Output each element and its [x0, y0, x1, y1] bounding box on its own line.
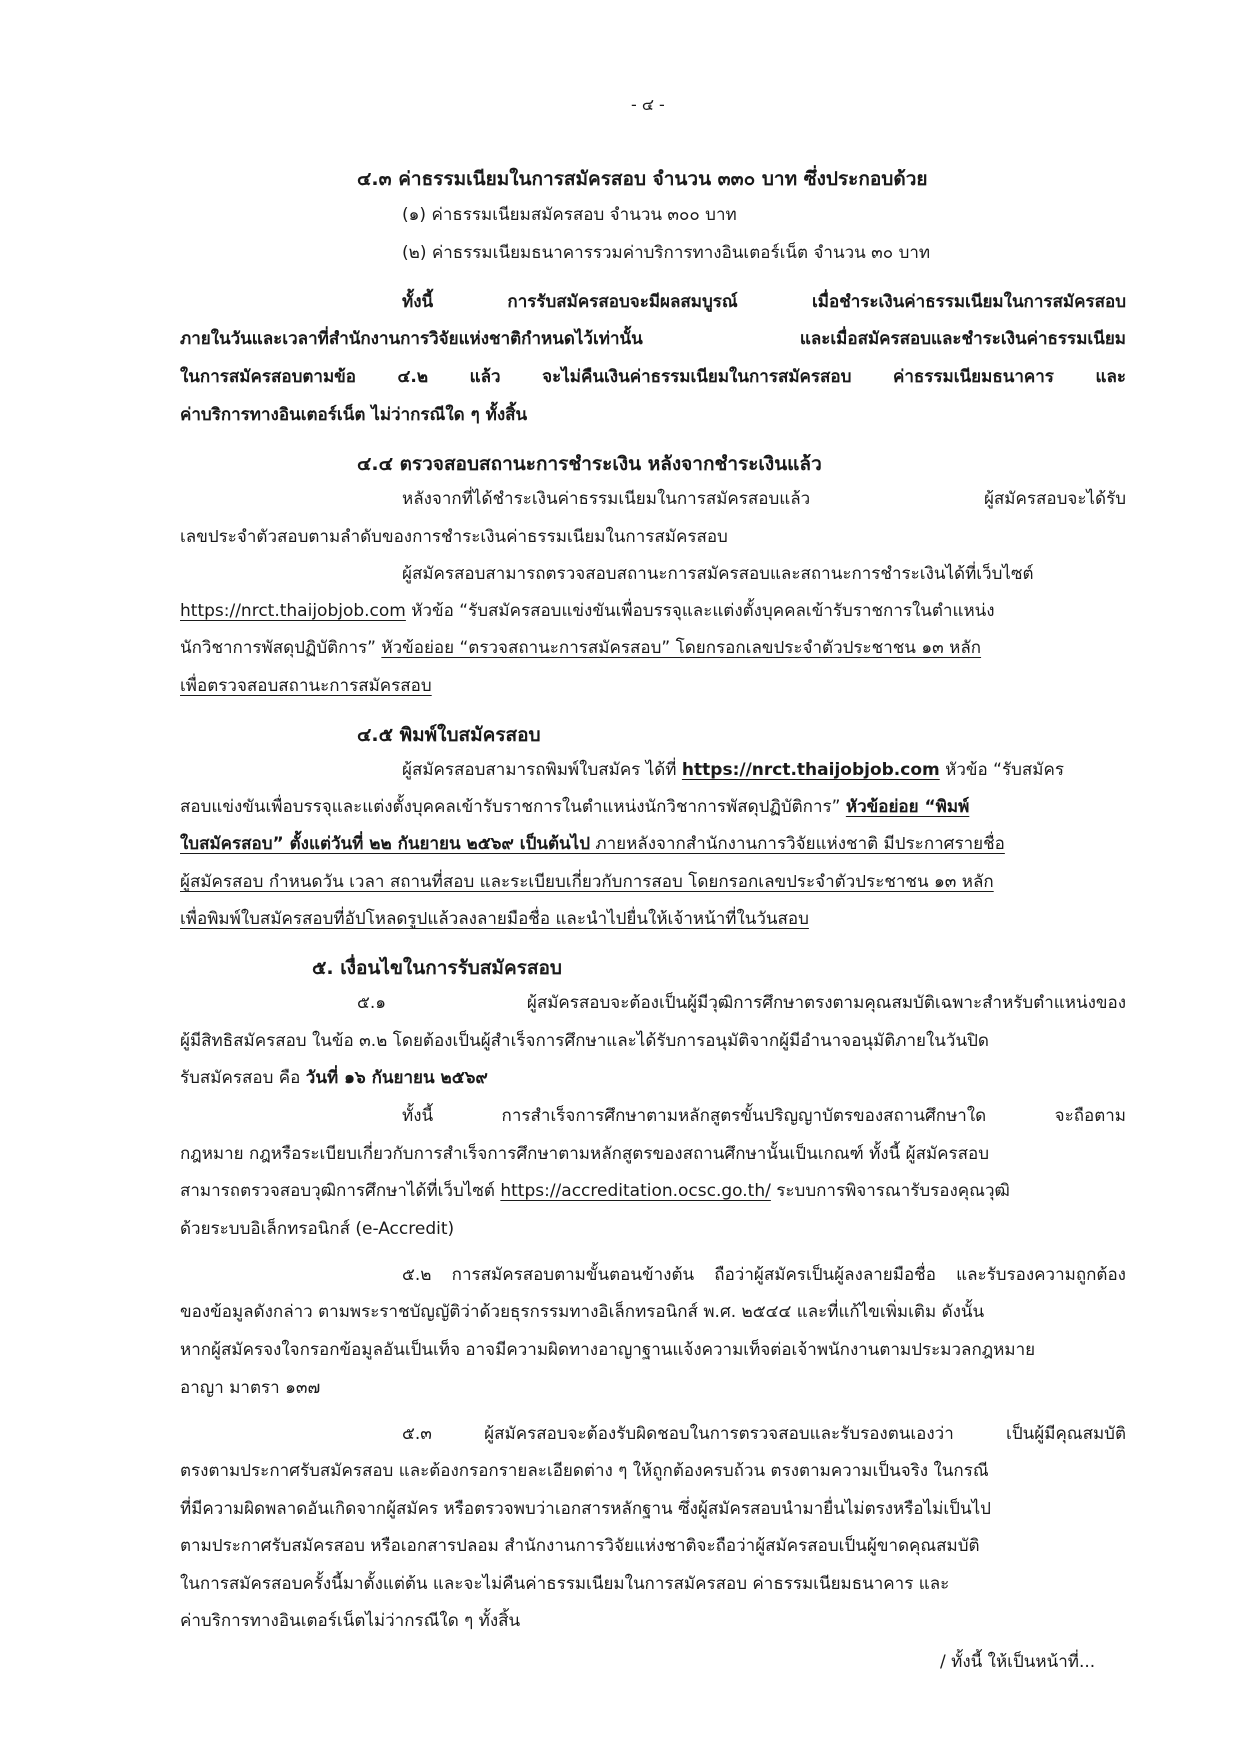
print-form-text: หัวข้อ “รับสมัคร — [939, 760, 1064, 780]
fee-item-2: (๒) ค่าธรรมเนียมธนาคารรวมค่าบริการทางอินเตอร์เน็ต จำนวน ๓๐ บาท — [402, 243, 931, 263]
condition-5-3-line: ในการสมัครสอบครั้งนี้มาตั้งแต่ต้น และจะไม่คืนค่าธรรมเนียมในการสมัครสอบ ค่าธรรมเนียมธนาคาร และ — [180, 1574, 950, 1594]
check-status-line: เพื่อตรวจสอบสถานะการสมัครสอบ — [180, 676, 432, 696]
graduation-line: ด้วยระบบอิเล็กทรอนิกส์ (e-Accredit) — [180, 1219, 455, 1239]
graduation-line: กฎหมาย กฎหรือระเบียบเกี่ยวกับการสำเร็จการศึกษาตามหลักสูตรของสถานศึกษานั้นเป็นเกณฑ์ ทั้งนี้ ผู้สมัครสอบ — [180, 1144, 990, 1164]
print-form-subtopic: หัวข้อย่อย “พิมพ์ — [845, 797, 970, 817]
condition-5-3-line: ค่าบริการทางอินเตอร์เน็ตไม่ว่ากรณีใด ๆ ทั้งสิ้น — [180, 1611, 521, 1631]
condition-5-3-line: ๕.๓ ผู้สมัครสอบจะต้องรับผิดชอบในการตรวจสอบและรับรองตนเองว่า เป็นผู้มีคุณสมบัติ — [402, 1424, 1126, 1444]
page-number: - ๔ - — [631, 95, 665, 114]
nrct-website-link[interactable]: https://nrct.thaijobjob.com — [180, 601, 406, 621]
print-form-line — [402, 760, 1064, 780]
condition-5-3-line: ที่มีความผิดพลาดอันเกิดจากผู้สมัคร หรือตรวจพบว่าเอกสารหลักฐาน ซึ่งผู้สมัครสอบนำมายื่นไม่ตรงหรือไม่เป็นไป — [180, 1499, 991, 1519]
print-form-line — [180, 797, 969, 817]
check-status-line — [180, 601, 995, 621]
check-status-text: นักวิชาการพัสดุปฏิบัติการ” — [180, 638, 382, 658]
condition-5-2-line: ๕.๒ การสมัครสอบตามขั้นตอนข้างต้น ถือว่าผู้สมัครเป็นผู้ลงลายมือชื่อ และรับรองความถูกต้อง — [402, 1265, 1126, 1285]
graduation-line — [180, 1181, 1010, 1201]
check-status-line — [180, 638, 981, 658]
section-5-title: ๕. เงื่อนไขในการรับสมัครสอบ — [312, 957, 562, 979]
payment-status-line: เลขประจำตัวสอบตามลำดับของการชำระเงินค่าธรรมเนียมในการสมัครสอบ — [180, 527, 728, 547]
print-form-line — [180, 834, 1005, 854]
print-form-text: สอบแข่งขันเพื่อบรรจุและแต่งตั้งบุคคลเข้ารับราชการในตำแหน่งนักวิชาการพัสดุปฏิบัติการ” — [180, 797, 846, 817]
continuation-marker: / ทั้งนี้ ให้เป็นหน้าที่... — [940, 1652, 1096, 1672]
fee-note-line: ทั้งนี้ การรับสมัครสอบจะมีผลสมบูรณ์ เมื่อชำระเงินค่าธรรมเนียมในการสมัครสอบ — [402, 292, 1126, 312]
condition-text: รับสมัครสอบ คือ — [180, 1068, 306, 1088]
payment-status-line: หลังจากที่ได้ชำระเงินค่าธรรมเนียมในการสมัครสอบแล้ว ผู้สมัครสอบจะได้รับ — [402, 489, 1126, 509]
check-status-line: ผู้สมัครสอบสามารถตรวจสอบสถานะการสมัครสอบและสถานะการชำระเงินได้ที่เว็บไซต์ — [402, 564, 1034, 584]
print-form-date: ใบสมัครสอบ” ตั้งแต่วันที่ ๒๒ กันยายน ๒๕๖๙ เป็นต้นไป — [180, 834, 590, 854]
condition-5-1-line: ๕.๑ ผู้สมัครสอบจะต้องเป็นผู้มีวุฒิการศึกษาตรงตามคุณสมบัติเฉพาะสำหรับตำแหน่งของ — [357, 993, 1126, 1013]
print-form-line: เพื่อพิมพ์ใบสมัครสอบที่อัปโหลดรูปแล้วลงลายมือชื่อ และนำไปยื่นให้เจ้าหน้าที่ในวันสอบ — [180, 909, 809, 929]
print-form-line: ผู้สมัครสอบ กำหนดวัน เวลา สถานที่สอบ และระเบียบเกี่ยวกับการสอบ โดยกรอกเลขประจำตัวประชาชน ๑๓ หลัก — [180, 872, 994, 892]
condition-5-2-line: ของข้อมูลดังกล่าว ตามพระราชบัญญัติว่าด้วยธุรกรรมทางอิเล็กทรอนิกส์ พ.ศ. ๒๕๔๔ และที่แก้ไขเพิ่มเติม ดังนั้น — [180, 1302, 985, 1322]
condition-5-2-line: อาญา มาตรา ๑๓๗ — [180, 1378, 321, 1398]
print-form-text: ภายหลังจากสำนักงานการวิจัยแห่งชาติ มีประกาศรายชื่อ — [589, 834, 1005, 854]
fee-note-line: ค่าบริการทางอินเตอร์เน็ต ไม่ว่ากรณีใด ๆ ทั้งสิ้น — [180, 405, 528, 425]
condition-5-1-line — [180, 1068, 488, 1088]
nrct-website-link[interactable]: https://nrct.thaijobjob.com — [681, 760, 940, 780]
fee-note-line: ภายในวันและเวลาที่สำนักงานการวิจัยแห่งชาติกำหนดไว้เท่านั้น และเมื่อสมัครสอบและชำระเงินค่าธรรมเนียม — [180, 329, 1126, 349]
condition-5-3-line: ตรงตามประกาศรับสมัครสอบ และต้องกรอกรายละเอียดต่าง ๆ ให้ถูกต้องครบถ้วน ตรงตามความเป็นจริง ในกรณี — [180, 1461, 989, 1481]
check-status-subtopic: หัวข้อย่อย “ตรวจสถานะการสมัครสอบ” โดยกรอกเลขประจำตัวประชาชน ๑๓ หลัก — [381, 638, 982, 658]
graduation-line: ทั้งนี้ การสำเร็จการศึกษาตามหลักสูตรขั้นปริญญาบัตรของสถานศึกษาใด จะถือตาม — [402, 1106, 1126, 1126]
section-4-4-title: ๔.๔ ตรวจสอบสถานะการชำระเงิน หลังจากชำระเงินแล้ว — [357, 453, 822, 475]
closing-date: วันที่ ๑๖ กันยายน ๒๕๖๙ — [305, 1068, 488, 1088]
check-status-text: หัวข้อ “รับสมัครสอบแข่งขันเพื่อบรรจุและแต่งตั้งบุคคลเข้ารับราชการในตำแหน่ง — [405, 601, 995, 621]
graduation-text: ระบบการพิจารณารับรองคุณวุฒิ — [770, 1181, 1010, 1201]
ocsc-accreditation-link[interactable]: https://accreditation.ocsc.go.th/ — [500, 1181, 771, 1201]
fee-note-line: ในการสมัครสอบตามข้อ ๔.๒ แล้ว จะไม่คืนเงินค่าธรรมเนียมในการสมัครสอบ ค่าธรรมเนียมธนาคาร และ — [180, 367, 1126, 387]
print-form-text: ผู้สมัครสอบสามารถพิมพ์ใบสมัคร ได้ที่ — [402, 760, 682, 780]
section-4-5-title: ๔.๕ พิมพ์ใบสมัครสอบ — [357, 724, 541, 746]
section-4-3-title: ๔.๓ ค่าธรรมเนียมในการสมัครสอบ จำนวน ๓๓๐ บาท ซึ่งประกอบด้วย — [357, 168, 928, 190]
condition-5-1-line: ผู้มีสิทธิสมัครสอบ ในข้อ ๓.๒ โดยต้องเป็นผู้สำเร็จการศึกษาและได้รับการอนุมัติจากผู้มีอำนาจอนุมัติภายในวันปิด — [180, 1031, 989, 1051]
fee-item-1: (๑) ค่าธรรมเนียมสมัครสอบ จำนวน ๓๐๐ บาท — [402, 205, 737, 225]
condition-5-2-line: หากผู้สมัครจงใจกรอกข้อมูลอันเป็นเท็จ อาจมีความผิดทางอาญาฐานแจ้งความเท็จต่อเจ้าพนักงานตามประมวลกฎหมาย — [180, 1340, 1036, 1360]
condition-5-3-line: ตามประกาศรับสมัครสอบ หรือเอกสารปลอม สำนักงานการวิจัยแห่งชาติจะถือว่าผู้สมัครสอบเป็นผู้ขาดคุณสมบัติ — [180, 1536, 980, 1556]
graduation-text: สามารถตรวจสอบวุฒิการศึกษาได้ที่เว็บไซต์ — [180, 1181, 501, 1201]
